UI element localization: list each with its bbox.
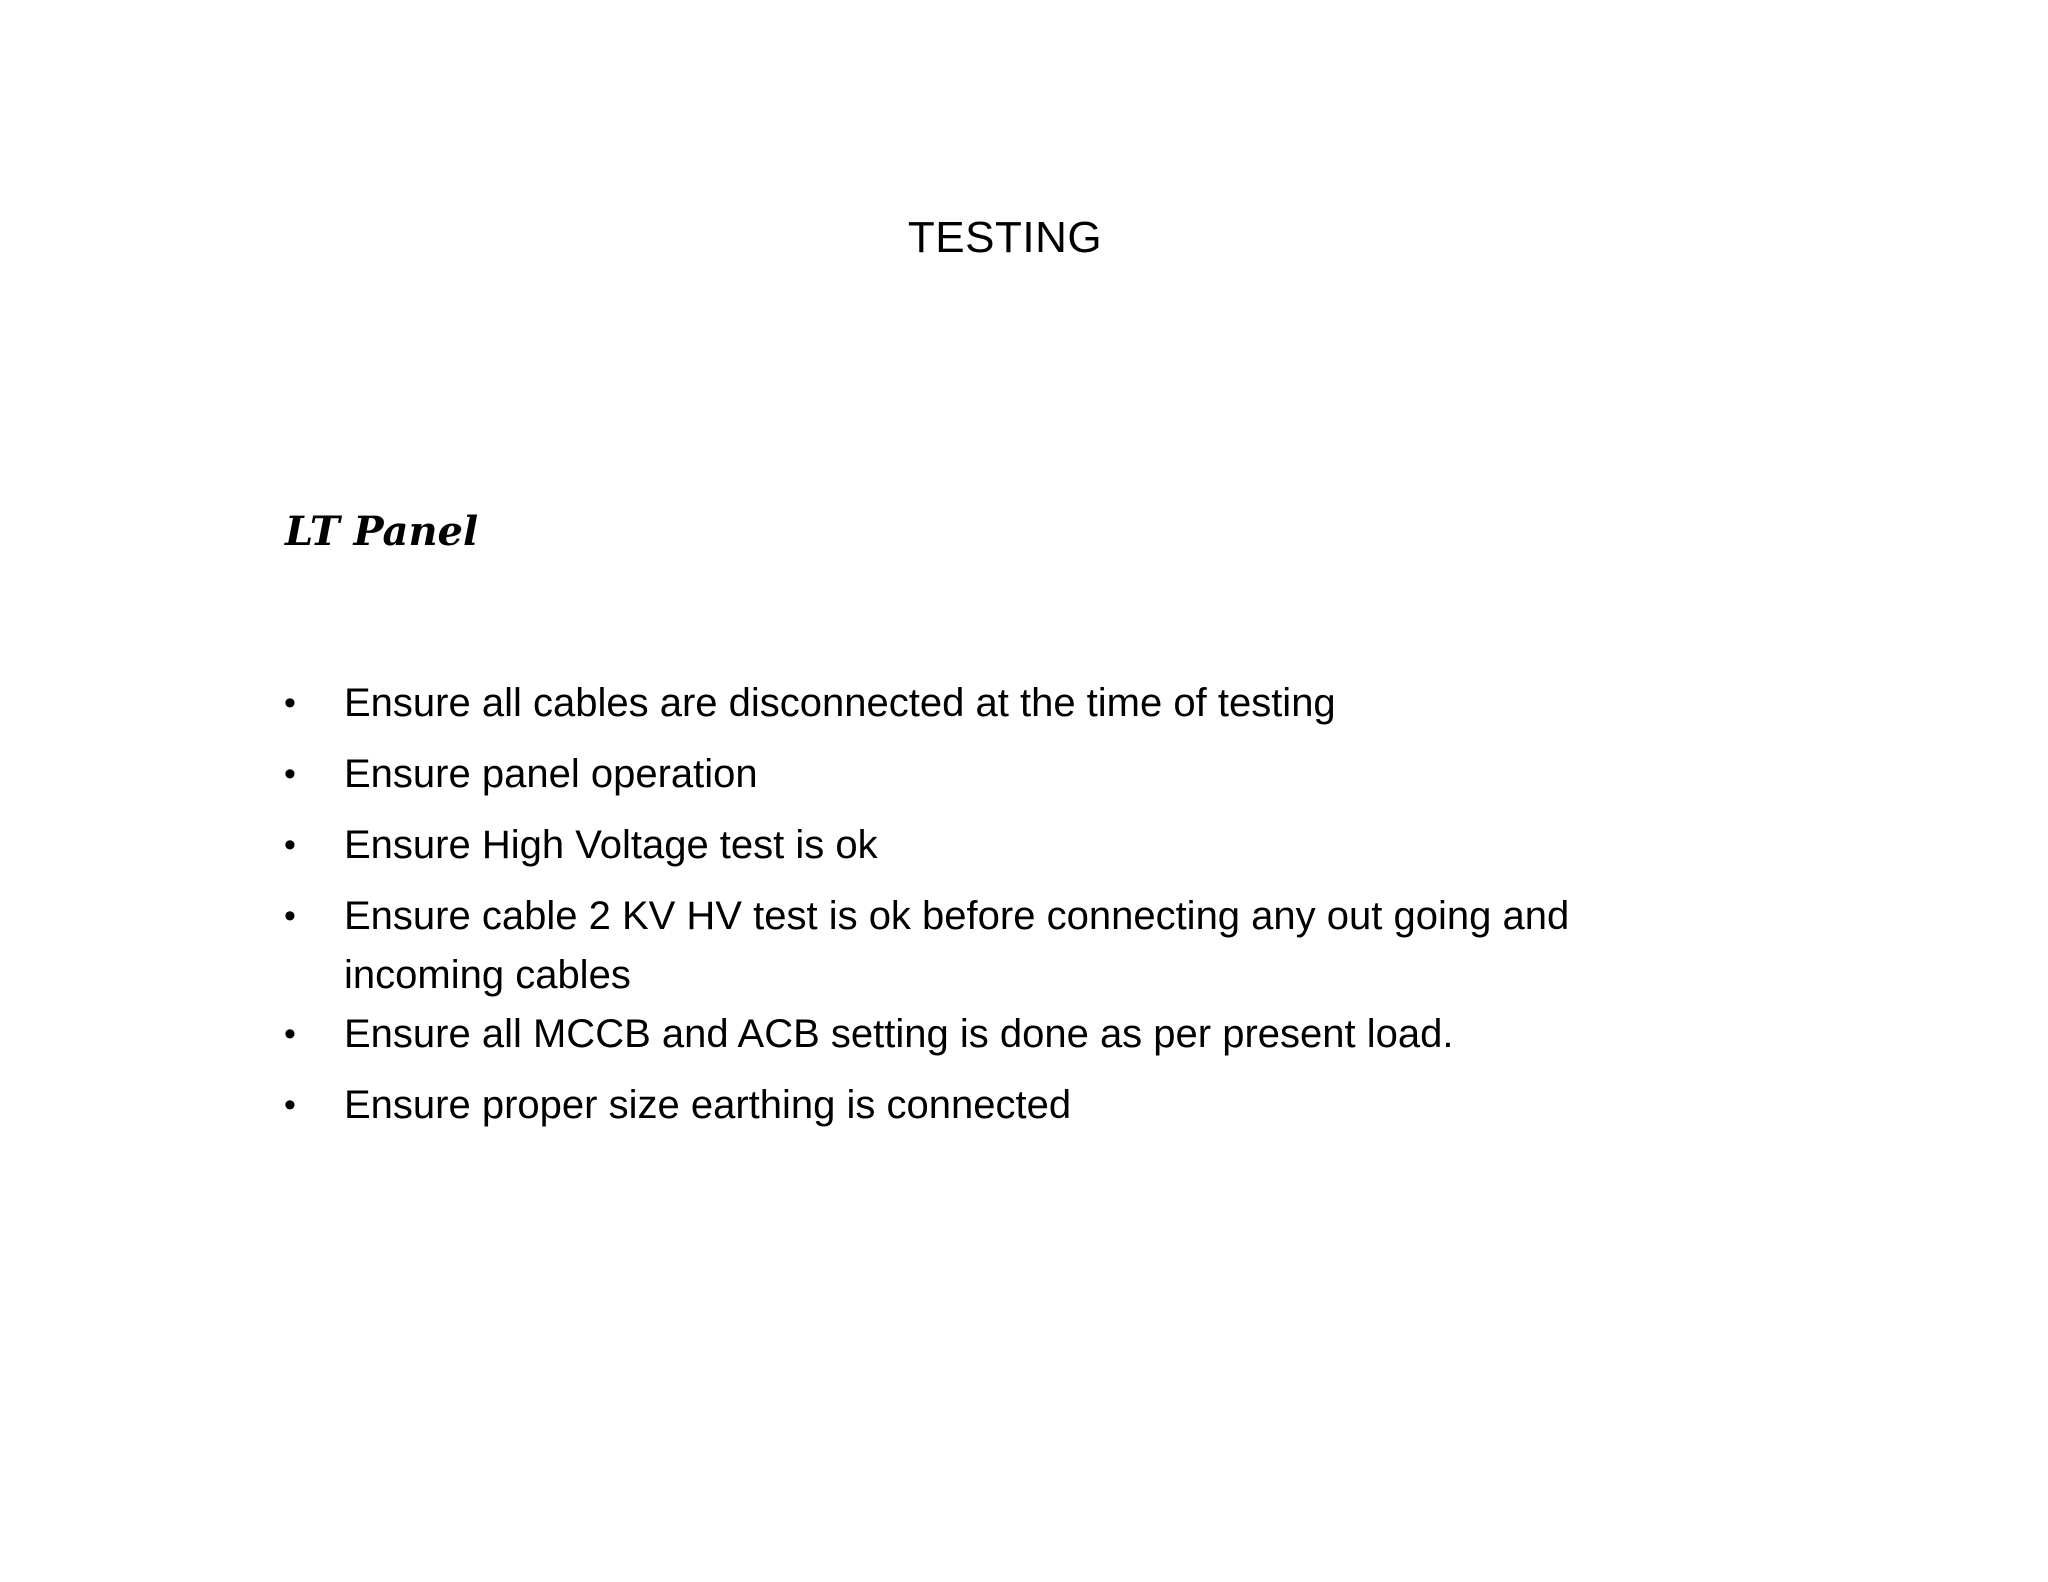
bullet-icon: • [284,1086,296,1124]
bullet-list [280,674,1740,1147]
list-item-text: Ensure panel operation [344,752,758,796]
list-item [280,1005,1740,1064]
list-item-text: Ensure cable 2 KV HV test is ok before connecting any out going and incoming cables [344,894,1570,997]
list-item-text: Ensure all MCCB and ACB setting is done as per present load. [344,1012,1454,1056]
list-item [280,816,1740,875]
section-heading: LT Panel [285,508,479,555]
list-item [280,887,1740,1005]
bullet-icon: • [284,684,296,722]
bullet-icon: • [284,1015,296,1053]
list-item [280,745,1740,804]
page-title: TESTING [907,213,1103,262]
list-item-text: Ensure proper size earthing is connected [344,1083,1072,1127]
list-item-text: Ensure High Voltage test is ok [344,823,878,867]
list-item [280,1076,1740,1135]
bullet-icon: • [284,826,296,864]
list-item [280,674,1740,733]
bullet-icon: • [284,897,296,935]
bullet-icon: • [284,755,296,793]
list-item-text: Ensure all cables are disconnected at the time of testing [344,681,1336,725]
